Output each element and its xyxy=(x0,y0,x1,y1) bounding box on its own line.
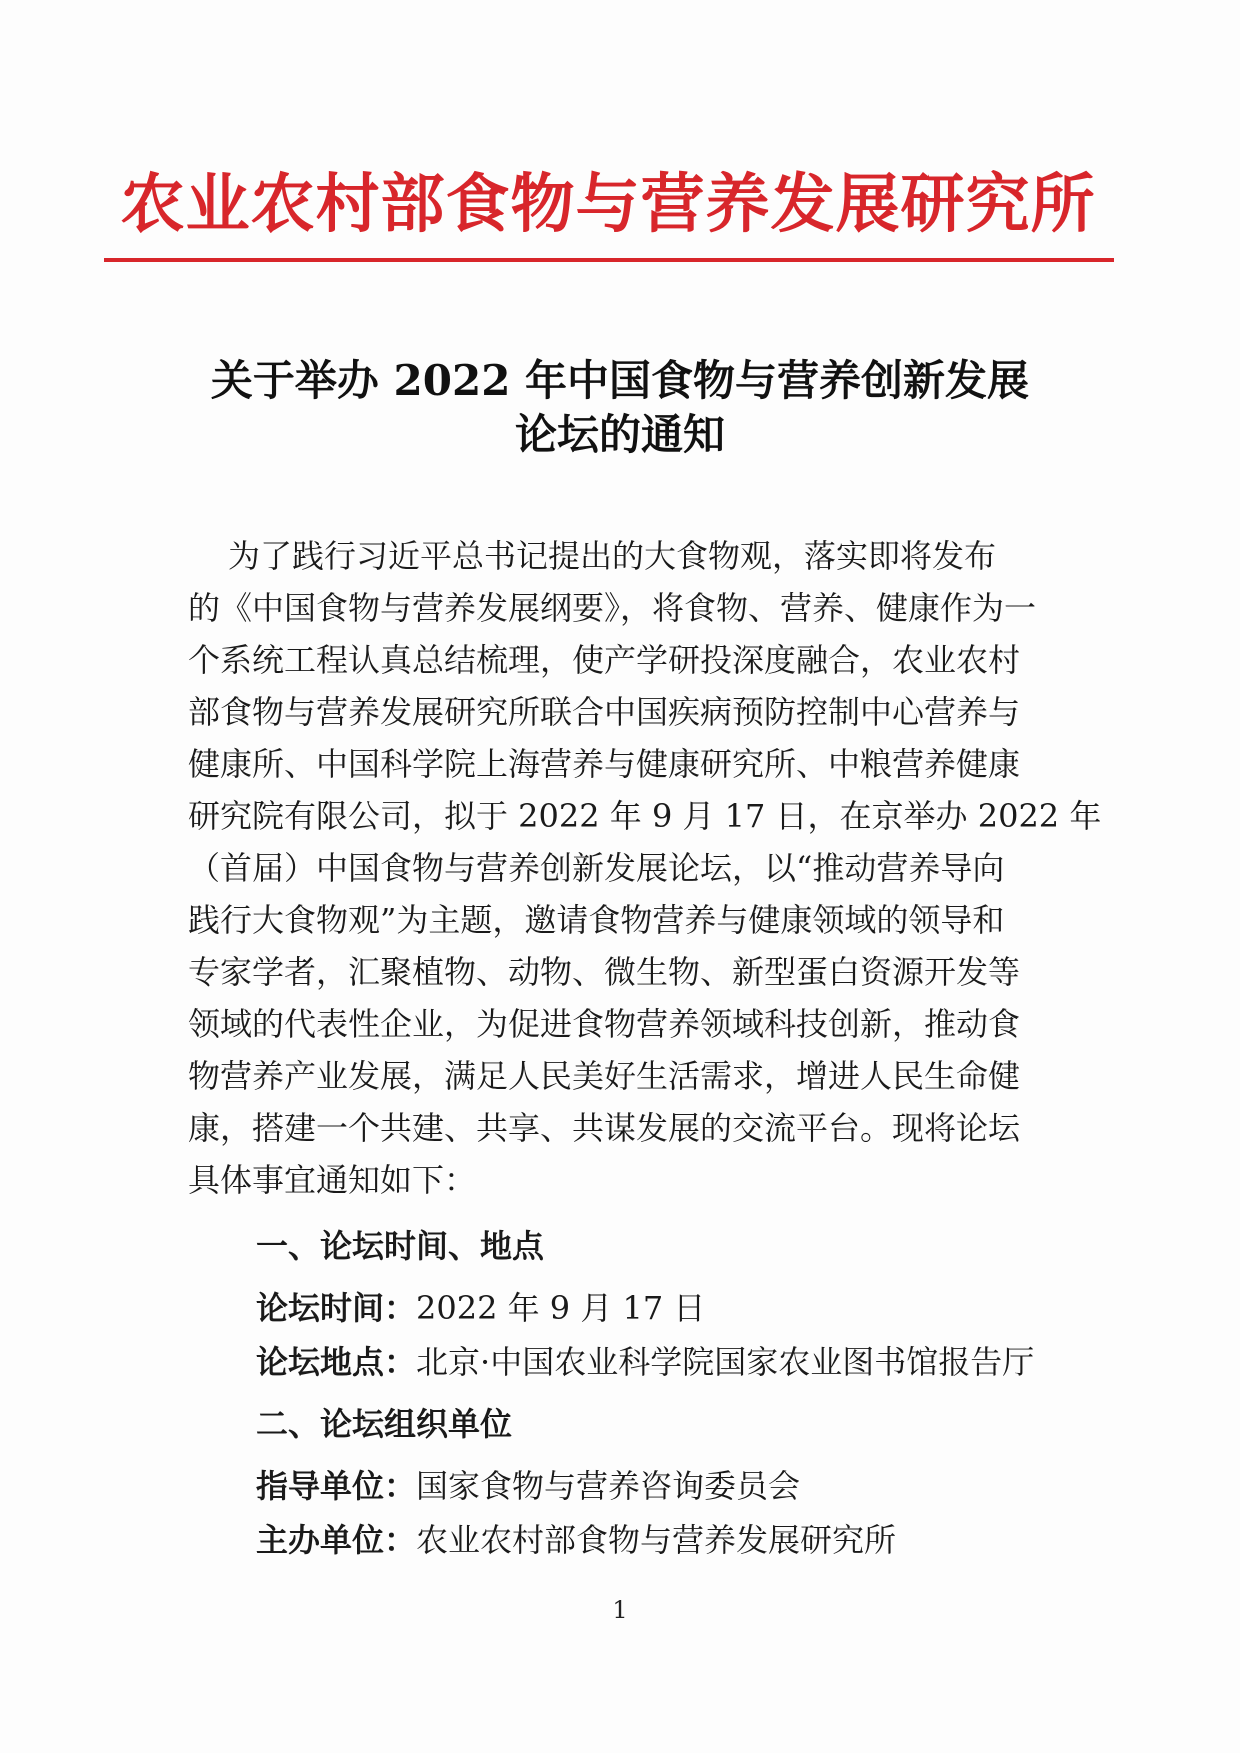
page-number: 1 xyxy=(612,1596,628,1624)
guiding-unit-value: 国家食物与营养咨询委员会 xyxy=(416,1467,801,1505)
intro-line: 康，搭建一个共建、共享、共谋发展的交流平台。现将论坛 xyxy=(188,1109,1021,1147)
intro-line: 具体事宜通知如下： xyxy=(188,1161,477,1199)
letterhead-org-name: 农业农村部食物与营养发展研究所 xyxy=(120,167,1096,242)
intro-line: 的《中国食物与营养发展纲要》，将食物、营养、健康作为一 xyxy=(188,589,1037,627)
forum-time-label: 论坛时间： xyxy=(256,1289,417,1327)
intro-line: 践行大食物观”为主题，邀请食物营养与健康领域的领导和 xyxy=(188,901,1005,939)
forum-place-value: 北京·中国农业科学院国家农业图书馆报告厅 xyxy=(416,1343,1035,1381)
document-title xyxy=(150,354,1090,462)
intro-paragraph xyxy=(188,530,1102,1206)
intro-line: 部食物与营养发展研究所联合中国疾病预防控制中心营养与 xyxy=(188,693,1021,731)
document-title-line-1: 关于举办 2022 年中国食物与营养创新发展 xyxy=(210,356,1030,405)
forum-time-row xyxy=(256,1282,1136,1334)
host-unit-value: 农业农村部食物与营养发展研究所 xyxy=(416,1521,897,1559)
host-unit-label: 主办单位： xyxy=(256,1521,417,1559)
intro-line: 研究院有限公司，拟于 2022 年 9 月 17 日，在京举办 2022 年 xyxy=(188,797,1102,835)
forum-place-row xyxy=(256,1336,1136,1388)
intro-line: 为了践行习近平总书记提出的大食物观，落实即将发布 xyxy=(228,537,997,575)
intro-line: 个系统工程认真总结梳理，使产学研投深度融合，农业农村 xyxy=(188,641,1021,679)
intro-line: 健康所、中国科学院上海营养与健康研究所、中粮营养健康 xyxy=(188,745,1021,783)
intro-line: 领域的代表性企业，为促进食物营养领域科技创新，推动食 xyxy=(188,1005,1021,1043)
forum-place-label: 论坛地点： xyxy=(256,1343,417,1381)
guiding-unit-row xyxy=(256,1460,1136,1512)
guiding-unit-label: 指导单位： xyxy=(256,1467,417,1505)
section-2-heading: 二、论坛组织单位 xyxy=(256,1405,513,1443)
intro-line: 专家学者，汇聚植物、动物、微生物、新型蛋白资源开发等 xyxy=(188,953,1021,991)
document-title-line-2: 论坛的通知 xyxy=(514,410,725,459)
section-1-heading: 一、论坛时间、地点 xyxy=(256,1227,545,1265)
host-unit-row xyxy=(256,1514,1136,1566)
letterhead-red-rule xyxy=(104,258,1114,262)
intro-line: （首届）中国食物与营养创新发展论坛，以“推动营养导向 xyxy=(188,849,1005,887)
forum-time-value: 2022 年 9 月 17 日 xyxy=(416,1289,706,1327)
intro-line: 物营养产业发展，满足人民美好生活需求，增进人民生命健 xyxy=(188,1057,1021,1095)
